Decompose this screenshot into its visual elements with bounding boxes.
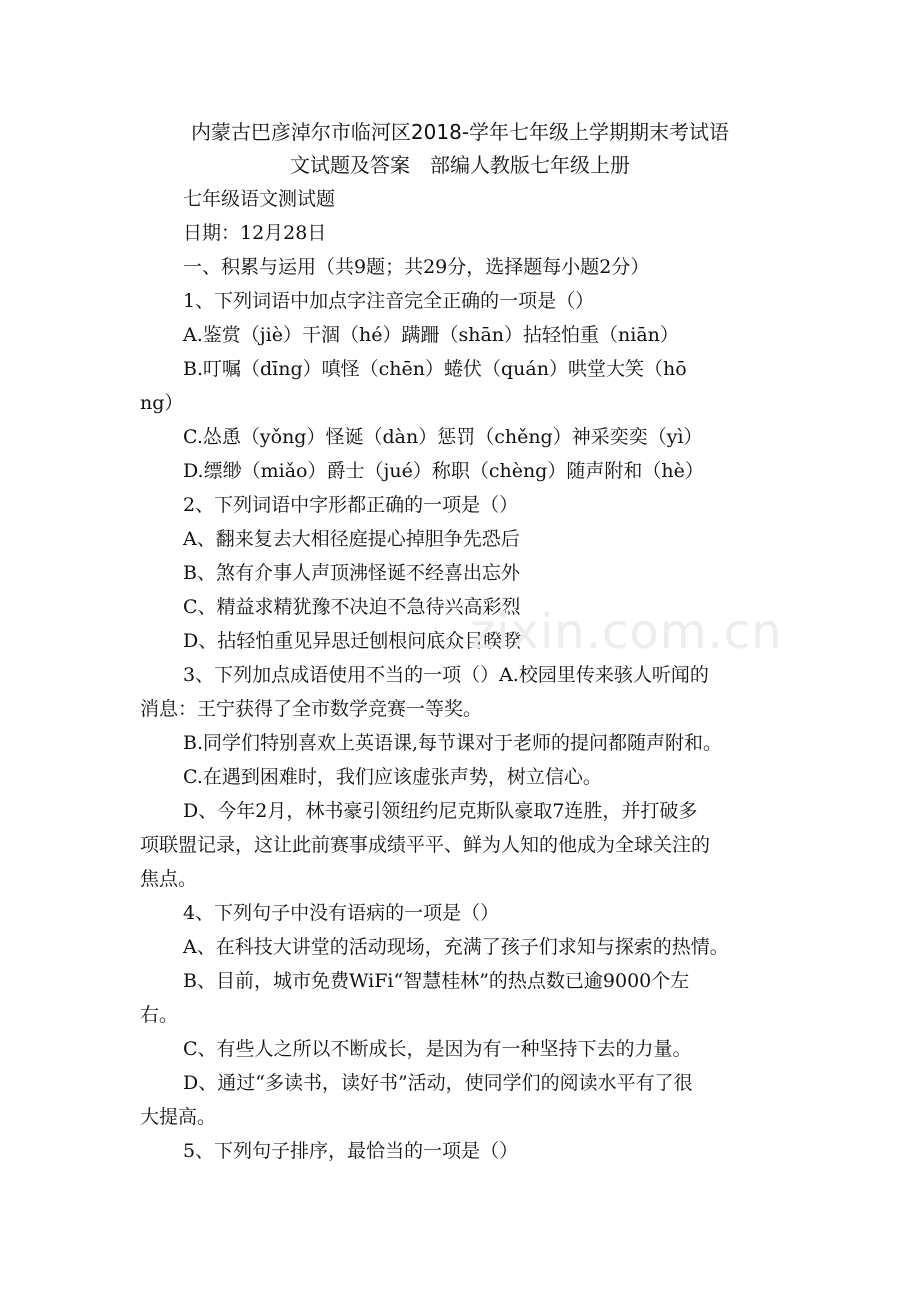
question-3: 3、下列加点成语使用不当的一项（）A.校园里传来骇人听闻的 (183, 664, 709, 686)
q1-option-b: B.叮嘱（dīng）嗔怪（chēn）蜷伏（quán）哄堂大笑（hō (183, 358, 687, 380)
watermark: zixin.com.cn (470, 604, 783, 660)
q3-option-d: D、今年2月，林书豪引领纽约尼克斯队豪取7连胜，并打破多 (183, 800, 698, 822)
q4-option-d-continued: 大提高。 (140, 1106, 217, 1128)
q2-option-c: C、精益求精犹豫不决迫不急待兴高彩烈 (183, 596, 521, 618)
question-5: 5、下列句子排序，最恰当的一项是（） (183, 1140, 519, 1162)
q3-option-c: C.在遇到困难时，我们应该虚张声势，树立信心。 (183, 766, 602, 788)
q2-option-a: A、翻来复去大相径庭提心掉胆争先恐后 (183, 528, 520, 550)
document-title-line-2: 文试题及答案 部编人教版七年级上册 (290, 153, 630, 177)
q4-option-b-continued: 右。 (140, 1004, 179, 1026)
q2-option-d: D、拈轻怕重见异思迁刨根问底众目睽睽 (183, 630, 522, 652)
question-1: 1、下列词语中加点字注音完全正确的一项是（） (183, 290, 595, 312)
q1-option-a: A.鉴赏（jiè）干涸（hé）蹒跚（shān）拈轻怕重（niān） (183, 324, 679, 346)
q3-option-d-continued-1: 项联盟记录，这让此前赛事成绩平平、鲜为人知的他成为全球关注的 (140, 834, 711, 856)
q1-option-d: D.缥缈（miǎo）爵士（jué）称职（chèng）随声附和（hè） (183, 460, 704, 482)
q4-option-a: A、在科技大讲堂的活动现场，充满了孩子们求知与探索的热情。 (183, 936, 729, 958)
q4-option-b: B、目前，城市免费WiFi“智慧桂林”的热点数已逾9000个左 (183, 970, 690, 992)
question-2: 2、下列词语中字形都正确的一项是（） (183, 494, 519, 516)
test-heading: 七年级语文测试题 (183, 188, 336, 210)
question-3-continued: 消息：王宁获得了全市数学竞赛一等奖。 (140, 698, 483, 720)
document-title-line-1: 内蒙古巴彦淖尔市临河区2018-学年七年级上学期期末考试语 (190, 120, 730, 144)
q4-option-c: C、有些人之所以不断成长，是因为有一种坚持下去的力量。 (183, 1038, 692, 1060)
q1-option-b-continued: ng） (140, 392, 184, 414)
date-line: 日期：12月28日 (183, 222, 327, 244)
q3-option-b: B.同学们特别喜欢上英语课,每节课对于老师的提问都随声附和。 (183, 732, 723, 754)
q2-option-b: B、煞有介事人声顶沸怪诞不经喜出忘外 (183, 562, 520, 584)
q3-option-d-continued-2: 焦点。 (140, 868, 198, 890)
section-heading: 一、积累与运用（共9题；共29分，选择题每小题2分） (183, 256, 650, 278)
question-4: 4、下列句子中没有语病的一项是（） (183, 902, 500, 924)
q1-option-c: C.怂恿（yǒng）怪诞（dàn）惩罚（chěng）神采奕奕（yì） (183, 426, 703, 448)
q4-option-d: D、通过“多读书，读好书”活动，使同学们的阅读水平有了很 (183, 1072, 693, 1094)
